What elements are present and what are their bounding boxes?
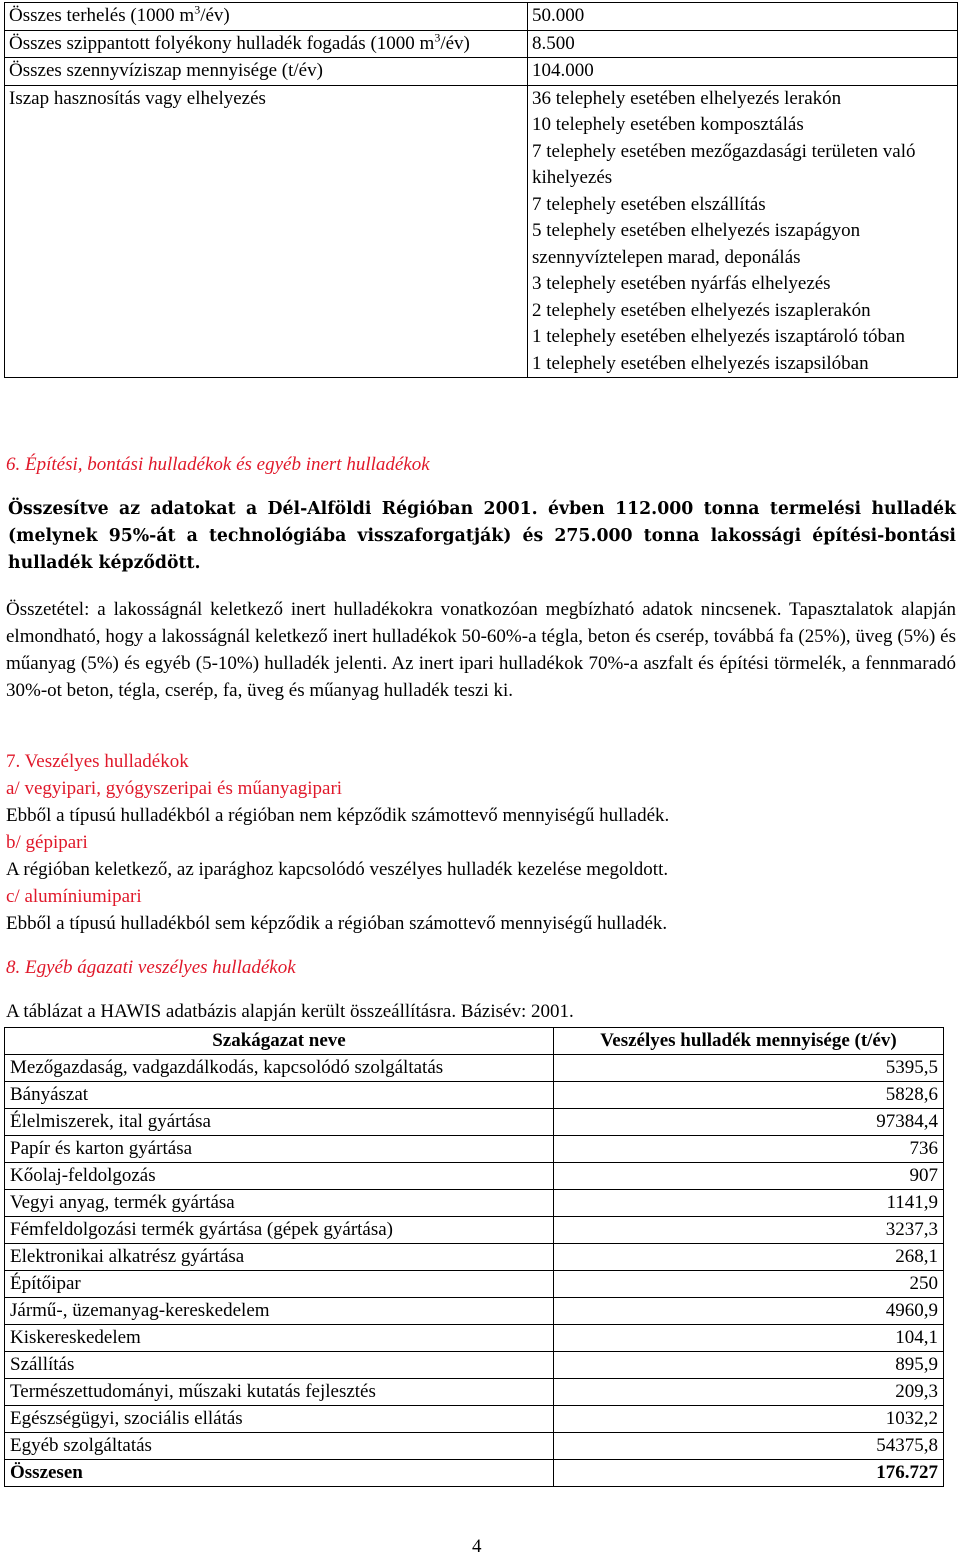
table-row <box>5 85 958 378</box>
sector-name-cell: Élelmiszerek, ital gyártása <box>5 1109 554 1136</box>
table-row <box>5 1217 944 1244</box>
sector-name-cell: Elektronikai alkatrész gyártása <box>5 1244 554 1271</box>
subsection-a-text: Ebből a típusú hulladékból a régióban nem képződik számottevő mennyiségű hulladék. <box>6 805 670 826</box>
waste-amount-cell: 5395,5 <box>554 1055 944 1082</box>
sector-name-cell: Egyéb szolgáltatás <box>5 1433 554 1460</box>
list-item: 2 telephely esetében elhelyezés iszaplerakón <box>532 299 871 321</box>
sector-name-cell: Természettudományi, műszaki kutatás fejlesztés <box>5 1379 554 1406</box>
table-source-note: A táblázat a HAWIS adatbázis alapján került összeállításra. Bázisév: 2001. <box>6 1001 574 1022</box>
table-row <box>5 1406 944 1433</box>
subsection-b-heading: b/ gépipari <box>6 832 88 853</box>
waste-amount-cell: 54375,8 <box>554 1433 944 1460</box>
table-row <box>5 1325 944 1352</box>
table-row <box>5 1109 944 1136</box>
waste-amount-cell: 5828,6 <box>554 1082 944 1109</box>
table-row <box>5 1271 944 1298</box>
sector-name-cell: Vegyi anyag, termék gyártása <box>5 1190 554 1217</box>
waste-amount-cell: 97384,4 <box>554 1109 944 1136</box>
waste-amount-cell: 736 <box>554 1136 944 1163</box>
sector-name-cell: Egészségügyi, szociális ellátás <box>5 1406 554 1433</box>
table-row <box>5 1433 944 1460</box>
table-row <box>5 58 958 86</box>
waste-amount-cell: 4960,9 <box>554 1298 944 1325</box>
subsection-c-heading: c/ alumíniumipari <box>6 886 142 907</box>
row-label: Összes szennyvíziszap mennyisége (t/év) <box>5 58 528 86</box>
sector-name-cell: Bányászat <box>5 1082 554 1109</box>
table-row <box>5 1352 944 1379</box>
list-item: 10 telephely esetében komposztálás <box>532 114 804 135</box>
sector-name-cell: Jármű-, üzemanyag-kereskedelem <box>5 1298 554 1325</box>
table-body <box>5 1055 944 1460</box>
table-row <box>5 3 958 31</box>
section-6-summary: Összesítve az adatokat a Dél-Alföldi Régióban 2001. évben 112.000 tonna termelési hulladék (melynek 95%-át a technológiába visszaforgatják) és 275.000 tonna lakossági építési-bontási hulladék képződött. <box>8 499 956 573</box>
table-row <box>5 1298 944 1325</box>
waste-amount-cell: 1032,2 <box>554 1406 944 1433</box>
sector-name-cell: Papír és karton gyártása <box>5 1136 554 1163</box>
page-number: 4 <box>472 1536 482 1557</box>
hazardous-waste-table <box>4 1027 944 1487</box>
sector-name-cell: Kőolaj-feldolgozás <box>5 1163 554 1190</box>
subsection-c-text: Ebből a típusú hulladékból sem képződik a régióban számottevő mennyiségű hulladék. <box>6 913 668 934</box>
waste-amount-cell: 268,1 <box>554 1244 944 1271</box>
table-total-row <box>5 1460 944 1487</box>
table-row <box>5 1136 944 1163</box>
section-6-heading: 6. Építési, bontási hulladékok és egyéb inert hulladékok <box>6 454 430 475</box>
list-item: 7 telephely esetében elszállítás <box>532 193 766 215</box>
section-6-paragraph: Összetétel: a lakosságnál keletkező inert hulladékokra vonatkozóan megbízható adatok nincsenek. Tapasztalatok alapján elmondható, hogy a lakosságnál keletkező inert hulladékok 50-60%-a tégla, beton és cserép, továbbá fa (25%), üveg (5%) és műanyag (5%) és egyéb (5-10%) hulladék jelenti. Az inert ipari hulladékok 70%-a aszfalt és építési törmelék, a fennmaradó 30%-ot beton, tégla, cserép, fa, üveg és műanyag hulladék teszi ki. <box>6 599 956 701</box>
waste-amount-cell: 104,1 <box>554 1325 944 1352</box>
row-value: 50.000 <box>528 3 958 31</box>
table-header-row <box>5 1028 944 1055</box>
sector-name-cell: Mezőgazdaság, vadgazdálkodás, kapcsolódó szolgáltatás <box>5 1055 554 1082</box>
row-value: 104.000 <box>528 58 958 86</box>
waste-amount-cell: 250 <box>554 1271 944 1298</box>
waste-amount-cell: 209,3 <box>554 1379 944 1406</box>
row-value: 8.500 <box>528 30 958 58</box>
list-item: 3 telephely esetében nyárfás elhelyezés <box>532 273 831 294</box>
list-item: 1 telephely esetében elhelyezés iszaptároló tóban <box>532 326 905 347</box>
section-8-heading: 8. Egyéb ágazati veszélyes hulladékok <box>6 957 296 978</box>
waste-amount-cell: 907 <box>554 1163 944 1190</box>
waste-amount-cell: 895,9 <box>554 1352 944 1379</box>
sector-name-cell: Fémfeldolgozási termék gyártása (gépek gyártása) <box>5 1217 554 1244</box>
subsection-a-heading: a/ vegyipari, gyógyszeripai és műanyagipari <box>6 778 343 799</box>
total-label: Összesen <box>5 1460 554 1487</box>
table-row <box>5 1244 944 1271</box>
row-label: Összes szippantott folyékony hulladék fogadás (1000 $m^3/év$) <box>5 30 528 58</box>
column-header: Szakágazat neve <box>5 1028 554 1055</box>
section-7 <box>6 748 956 937</box>
column-header: Veszélyes hulladék mennyisége (t/év) <box>554 1028 944 1055</box>
sector-name-cell: Építőipar <box>5 1271 554 1298</box>
sector-name-cell: Szállítás <box>5 1352 554 1379</box>
row-label: Összes terhelés (1000 $m^3/év$) <box>5 3 528 31</box>
subsection-b-text: A régióban keletkező, az iparághoz kapcsolódó veszélyes hulladék kezelése megoldott. <box>6 859 669 880</box>
waste-amount-cell: 3237,3 <box>554 1217 944 1244</box>
table-row <box>5 30 958 58</box>
sludge-list-cell <box>528 85 958 378</box>
sector-name-cell: Kiskereskedelem <box>5 1325 554 1352</box>
list-item: 36 telephely esetében elhelyezés lerakón <box>532 87 842 109</box>
treatment-summary-table <box>4 2 958 378</box>
table-row <box>5 1163 944 1190</box>
table-row <box>5 1190 944 1217</box>
table-row <box>5 1055 944 1082</box>
table-row <box>5 1082 944 1109</box>
list-item: 1 telephely esetében elhelyezés iszapsilóban <box>532 352 869 374</box>
total-value: 176.727 <box>554 1460 944 1487</box>
table-row <box>5 1379 944 1406</box>
row-label: Iszap hasznosítás vagy elhelyezés <box>5 85 528 378</box>
list-item: 5 telephely esetében elhelyezés iszapágyon szennyvíztelepen marad, deponálás <box>532 220 861 268</box>
list-item: 7 telephely esetében mezőgazdasági területen való kihelyezés <box>532 140 916 188</box>
section-7-heading: 7. Veszélyes hulladékok <box>6 751 189 772</box>
waste-amount-cell: 1141,9 <box>554 1190 944 1217</box>
